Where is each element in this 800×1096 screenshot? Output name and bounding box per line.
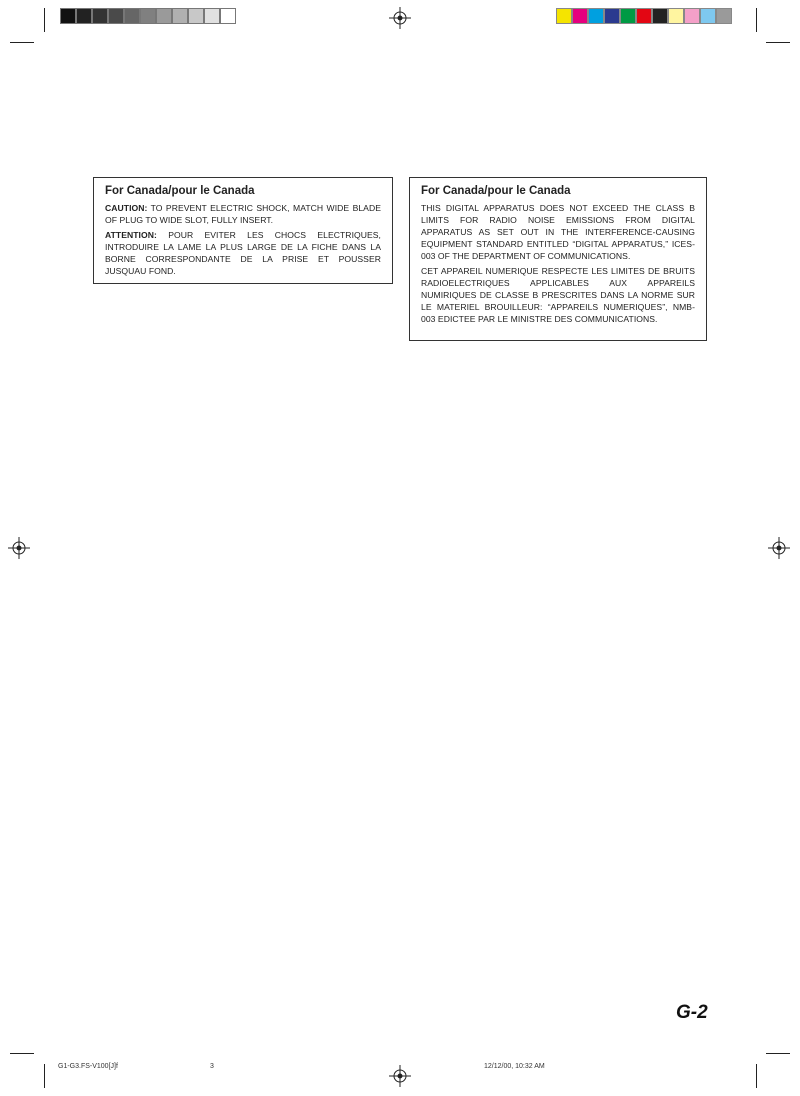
- gray-swatch: [140, 8, 156, 24]
- gray-swatch: [156, 8, 172, 24]
- crop-mark: [766, 42, 790, 43]
- notice-heading: For Canada/pour le Canada: [421, 185, 571, 197]
- nmb-003-french-paragraph: CET APPAREIL NUMERIQUE RESPECTE LES LIMITES DE BRUITS RADIOELECTRIQUES APPLICABLES AUX APPAREILS NUMIRIQUES DE CLASSE B PRESCRITES DANS LA NORME SUR LE MATERIEL BROUILLEUR: “APPAREILS NUMERIQUES”, NMB-003 EDICTEE PAR LE MINISTRE DES COMMUNICATIONS.: [421, 266, 695, 324]
- caution-label: CAUTION:: [105, 203, 148, 213]
- crop-mark: [10, 1053, 34, 1054]
- registration-mark-icon: [768, 537, 790, 559]
- canada-digital-apparatus-box: [409, 177, 707, 341]
- footer-filename: G1-G3.FS-V100[J]f: [58, 1063, 118, 1070]
- gray-swatch: [60, 8, 76, 24]
- registration-mark-icon: [389, 7, 411, 29]
- crop-mark: [756, 1064, 757, 1088]
- color-swatch: [556, 8, 572, 24]
- canada-plug-caution-box: [93, 177, 393, 284]
- registration-mark-icon: [8, 537, 30, 559]
- gray-swatch: [124, 8, 140, 24]
- gray-swatch: [92, 8, 108, 24]
- footer-sheet-number: 3: [210, 1063, 214, 1070]
- caution-paragraph: [105, 202, 381, 226]
- crop-mark: [756, 8, 757, 32]
- color-swatch: [652, 8, 668, 24]
- color-swatch: [684, 8, 700, 24]
- color-swatch: [716, 8, 732, 24]
- color-swatch: [572, 8, 588, 24]
- attention-label: ATTENTION:: [105, 230, 157, 240]
- gray-swatch: [108, 8, 124, 24]
- notice-heading: For Canada/pour le Canada: [105, 185, 255, 197]
- color-swatch: [700, 8, 716, 24]
- process-color-bar: [556, 8, 732, 24]
- ices-003-english-paragraph: THIS DIGITAL APPARATUS DOES NOT EXCEED THE CLASS B LIMITS FOR RADIO NOISE EMISSIONS FROM DIGITAL APPARATUS AS SET OUT IN THE INTERFERENCE-CAUSING EQUIPMENT STANDARD ENTITLED “DIGITAL APPARATUS,” ICES-003 OF THE DEPARTMENT OF COMMUNICATIONS.: [421, 203, 695, 261]
- attention-text: POUR EVITER LES CHOCS ELECTRIQUES, INTRODUIRE LA LAME LA PLUS LARGE DE LA FICHE DANS LA BORNE CORRESPONDANTE DE LA PRISE ET POUSSER JUSQUAU FOND.: [105, 230, 381, 276]
- gray-swatch: [220, 8, 236, 24]
- crop-mark: [10, 42, 34, 43]
- gray-swatch: [76, 8, 92, 24]
- color-swatch: [588, 8, 604, 24]
- attention-paragraph: [105, 229, 381, 277]
- crop-mark: [44, 8, 45, 32]
- color-swatch: [604, 8, 620, 24]
- color-swatch: [620, 8, 636, 24]
- registration-mark-icon: [389, 1065, 411, 1087]
- footer-timestamp: 12/12/00, 10:32 AM: [484, 1063, 545, 1070]
- gray-swatch: [172, 8, 188, 24]
- color-swatch: [668, 8, 684, 24]
- page-number: G-2: [676, 1002, 708, 1023]
- color-swatch: [636, 8, 652, 24]
- crop-mark: [44, 1064, 45, 1088]
- gray-swatch: [188, 8, 204, 24]
- gray-swatch: [204, 8, 220, 24]
- grayscale-color-bar: [60, 8, 236, 24]
- caution-text: TO PREVENT ELECTRIC SHOCK, MATCH WIDE BLADE OF PLUG TO WIDE SLOT, FULLY INSERT.: [105, 203, 381, 225]
- crop-mark: [766, 1053, 790, 1054]
